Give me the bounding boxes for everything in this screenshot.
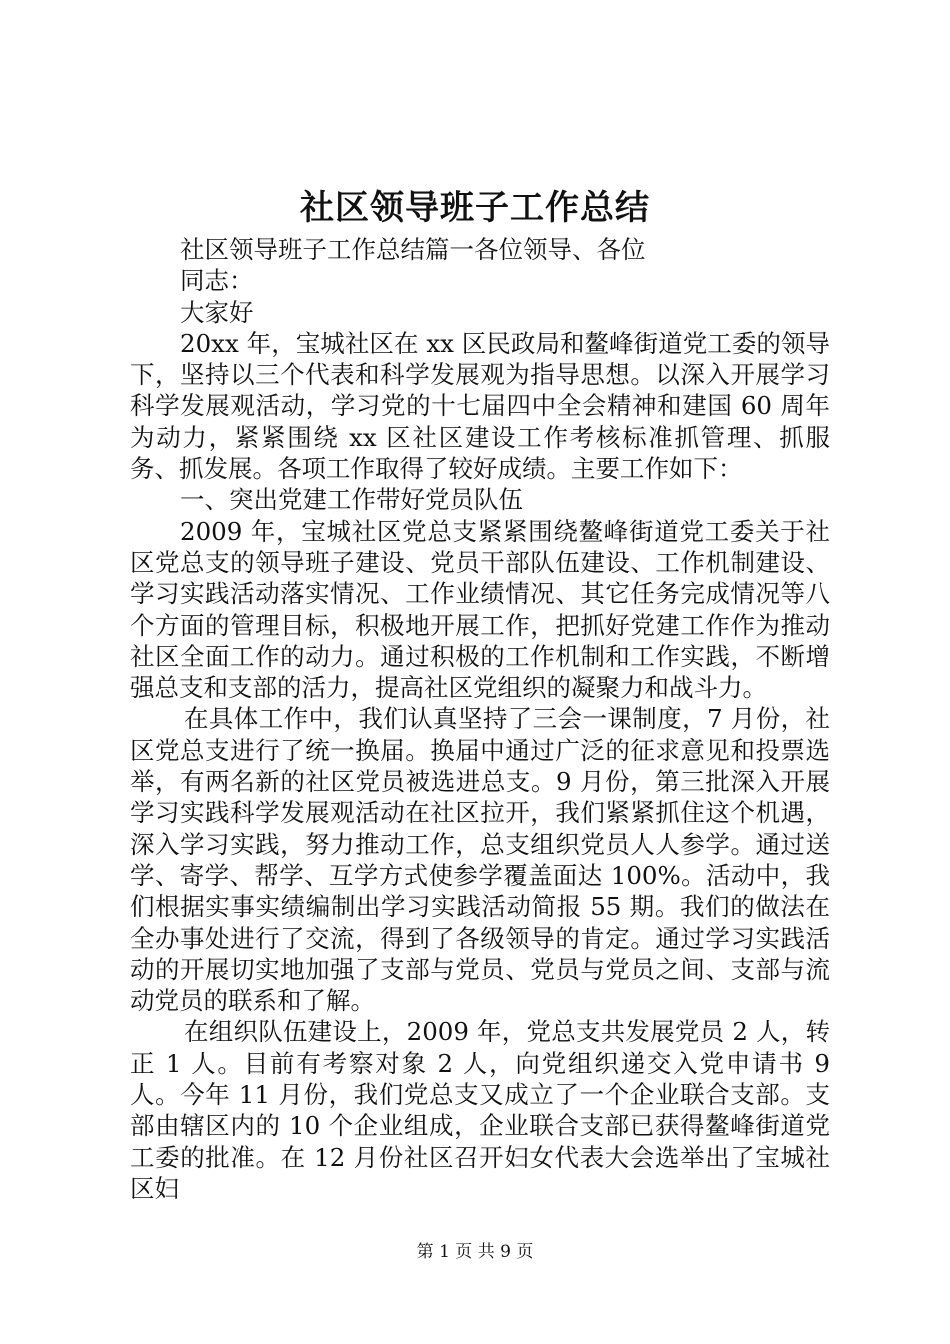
paragraph-specific-work: 在具体工作中，我们认真坚持了三会一课制度，7 月份，社区党总支进行了统一换届。换届中通过广泛的征求意见和投票选举，有两名新的社区党员被选进总支。9 月份，第三批深入开展学习实践科学发展观活动在社区拉开，我们紧紧抓住这个机遇，深入学习实践，努力推动工作，总支组织党员人人参学。通过送学、寄学、帮学、互学方式使参学覆盖面达 100%。活动中，我们根据实事实绩编制出学习实践活动简报 55 期。我们的做法在全办事处进行了交流，得到了各级领导的肯定。通过学习实践活动的开展切实地加强了支部与党员、党员与党员之间、支部与流动党员的联系和了解。 [130, 704, 830, 1016]
paragraph-greeting-hello: 大家好 [180, 297, 254, 327]
paragraph-organization-building: 在组织队伍建设上，2009 年，党总支共发展党员 2 人，转正 1 人。目前有考察对象 2 人，向党组织递交入党申请书 9 人。今年 11 月份，我们党总支又成立了一个企业联合支部。支部由辖区内的 10 个企业组成，企业联合支部已获得鳌峰街道党工委的批准。在 12 月份社区召开妇女代表大会选举出了宝城社区妇 [130, 1017, 830, 1203]
paragraph-greeting-comrades: 同志： [180, 266, 254, 296]
document-title: 社区领导班子工作总结 [300, 188, 650, 228]
paragraph-overview: 20xx 年，宝城社区在 xx 区民政局和鳌峰街道党工委的领导下，坚持以三个代表和科学发展观为指导思想。以深入开展学习科学发展观活动，学习党的十七届四中全会精神和建国 60 周年为动力，紧紧围绕 xx 区社区建设工作考核标准抓管理、抓服务、抓发展。各项工作取得了较好成绩。主要工作如下： [130, 328, 830, 484]
document-body [130, 234, 830, 1204]
paragraph-party-goals: 2009 年，宝城社区党总支紧紧围绕鳌峰街道党工委关于社区党总支的领导班子建设、党员干部队伍建设、工作机制建设、学习实践活动落实情况、工作业绩情况、其它任务完成情况等八个方面的管理目标，积极地开展工作，把抓好党建工作作为推动社区全面工作的动力。通过积极的工作机制和工作实践，不断增强总支和支部的活力，提高社区党组织的凝聚力和战斗力。 [130, 516, 830, 703]
page-footer: 第 1 页 共 9 页 [416, 1242, 534, 1262]
paragraph-intro-line: 社区领导班子工作总结篇一各位领导、各位 [180, 235, 646, 264]
section-heading-party-building: 一、突出党建工作带好党员队伍 [180, 485, 523, 515]
